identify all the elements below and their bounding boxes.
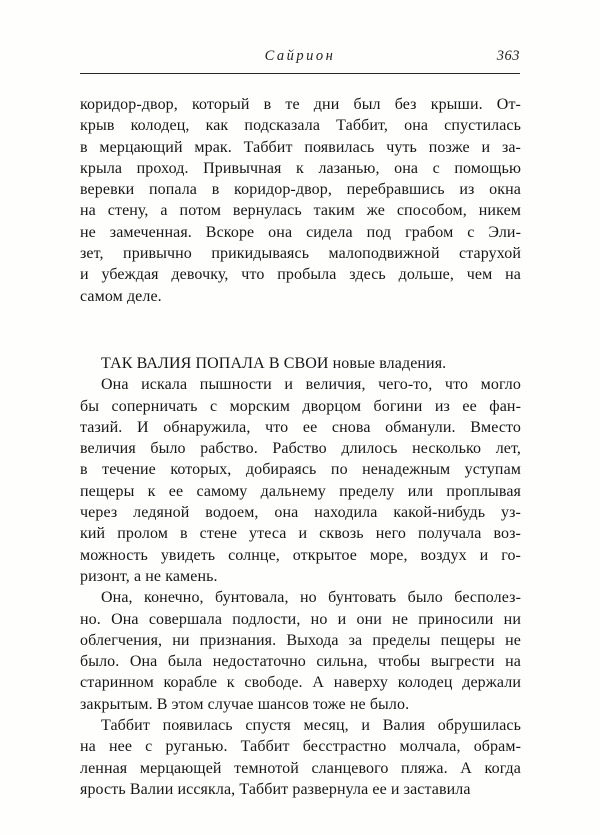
text-line: ТАК ВАЛИЯ ПОПАЛА В СВОИ новые владения. [101, 354, 447, 372]
text-line: крыв колодец, как подсказала Таббит, она спустилась [80, 117, 521, 135]
paragraph [80, 715, 521, 800]
paragraph [80, 94, 521, 307]
text-line: на стену, а потом вернулась таким же способом, никем [80, 202, 521, 220]
text-line: можность увидеть солнце, открытое море, воздух и го- [80, 546, 521, 564]
text-line: тазий. И обнаружила, что ее снова обманули. Вместо [80, 418, 521, 436]
text-line: было. Она была недостаточно сильна, чтобы выгрести на [80, 653, 521, 671]
text-line: ленная мерцающей темнотой сланцевого пляжа. А когда [80, 759, 521, 777]
text-line: ярость Валии иссякла, Таббит развернула ее и заставила [80, 780, 471, 798]
text-line: ризонт, а не камень. [80, 567, 218, 585]
text-line: пещеры к ее самому дальнему пределу или проплывая [80, 482, 521, 500]
text-line: Она, конечно, бунтовала, но бунтовать было бесполез- [101, 589, 521, 607]
paragraph [80, 587, 521, 715]
text-line: крыла проход. Привычная к лазанью, она с помощью [80, 159, 521, 177]
page-body [80, 94, 521, 800]
text-line: не замеченная. Вскоре она сидела под грабом с Эли- [80, 223, 521, 241]
header-rule [80, 73, 520, 74]
paragraph [80, 353, 521, 374]
text-line: величия было рабство. Рабство длилось несколько лет, [80, 440, 521, 458]
text-line: кий пролом в стене утеса и сквозь него получала воз- [80, 525, 521, 543]
page-number: 363 [496, 48, 520, 64]
text-line: веревки попала в коридор-двор, перебравшись из окна [80, 181, 521, 199]
text-line: на нее с руганью. Таббит бесстрастно молчала, обрам- [80, 738, 521, 756]
text-line: но. Она совершала подлости, но и они не приносили ни [80, 610, 521, 628]
text-line: самом деле. [80, 287, 162, 305]
text-line: Таббит появилась спустя месяц, и Валия обрушилась [101, 717, 521, 735]
text-line: через ледяной водоем, она находила какой-нибудь уз- [80, 504, 521, 522]
text-line: в течение которых, добираясь по ненадежным уступам [80, 461, 521, 479]
paragraph [80, 374, 521, 587]
text-line: облегчения, ни признания. Выхода за пределы пещеры не [80, 631, 521, 649]
text-line: старинном корабле к свободе. А наверху колодец держали [80, 674, 521, 692]
text-line: коридор-двор, который в те дни был без крыши. От- [80, 96, 521, 113]
text-line: в мерцающий мрак. Таббит появилась чуть позже и за- [80, 138, 521, 156]
text-line: зет, привычно прикидываясь малоподвижной старухой [80, 245, 521, 263]
text-line: и убеждая девочку, что пробыла здесь дольше, чем на [80, 266, 521, 284]
page-header [80, 48, 520, 66]
running-title: Сайрион [264, 48, 336, 64]
text-line: Она искала пышности и величия, чего-то, что могло [101, 376, 521, 394]
text-line: закрытым. В этом случае шансов тоже не было. [80, 695, 410, 713]
text-line: бы соперничать с морским дворцом богини из ее фан- [80, 397, 521, 415]
